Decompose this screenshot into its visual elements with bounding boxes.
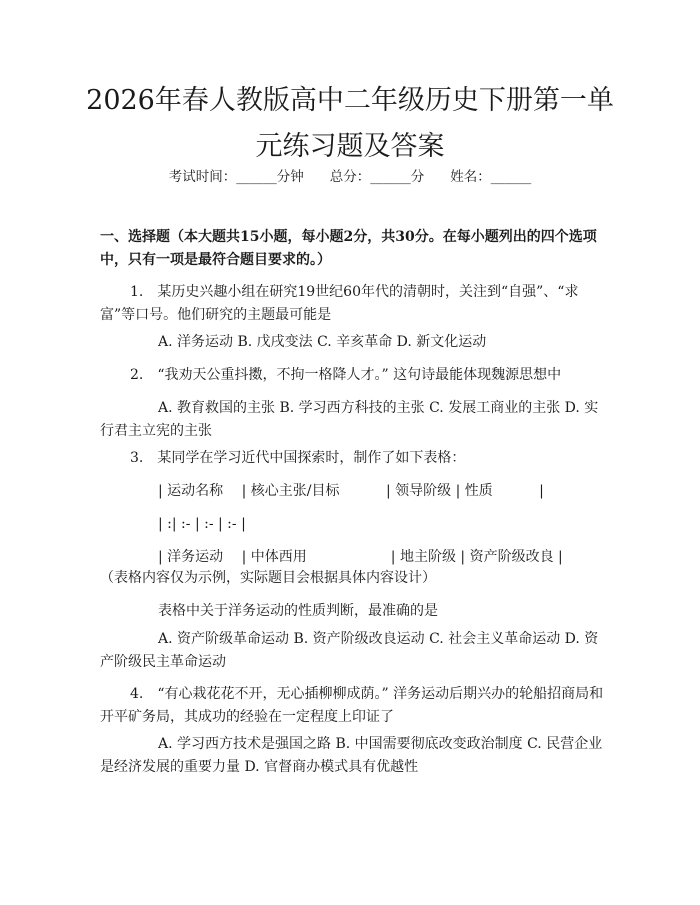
question-1-options: A. 洋务运动 B. 戊戌变法 C. 辛亥革命 D. 新文化运动 [158, 334, 487, 350]
exam-time-field: 考试时间：______分钟 [168, 169, 304, 185]
question-3-options: A. 资产阶级革命运动 B. 资产阶级改良运动 C. 社会主义革命运动 D. 资产阶级民主革命运动 [100, 631, 599, 670]
question-4-stem: 4. “有心栽花花不开，无心插柳柳成荫。” 洋务运动后期兴办的轮船招商局和开平矿务局，其成功的经验在一定程度上印证了 [100, 686, 604, 725]
total-score-field: 总分：______分 [329, 169, 425, 185]
question-2-stem: 2. “我劝天公重抖擞，不拘一格降人才。” 这句诗最能体现魏源思想中 [130, 367, 562, 383]
exam-meta [0, 166, 700, 188]
question-3-table-header: | 运动名称 | 核心主张/目标 | 领导阶级 | 性质 | [158, 483, 544, 499]
question-4-options: A. 学习西方技术是强国之路 B. 中国需要彻底改变政治制度 C. 民营企业是经济发展的重要力量 D. 官督商办模式具有优越性 [100, 736, 603, 775]
title-line-1: 2026年春人教版高中二年级历史下册第一单 [86, 85, 614, 116]
question-2-options: A. 教育救国的主张 B. 学习西方科技的主张 C. 发展工商业的主张 D. 实行君主立宪的主张 [100, 400, 599, 439]
question-3-table-row: | 洋务运动 | 中体西用 | 地主阶级 | 资产阶级改良 | [158, 549, 563, 565]
question-3-table-separator: | :| :- | :- | :- | [158, 516, 246, 532]
document-title [60, 78, 640, 170]
section-heading: 一、选择题（本大题共15小题，每小题2分，共30分。在每小题列出的四个选项中，只有一项是最符合题目要求的。） [100, 229, 597, 268]
student-name-field: 姓名：______ [450, 169, 532, 185]
question-3-stem: 3. 某同学在学习近代中国探索时，制作了如下表格： [130, 450, 466, 466]
question-3-sub-stem: 表格中关于洋务运动的性质判断，最准确的是 [158, 603, 438, 619]
title-line-2: 元练习题及答案 [255, 131, 445, 162]
question-1-stem: 1. 某历史兴趣小组在研究19世纪60年代的清朝时，关注到“自强”、“求富”等口号。他们研究的主题最可能是 [100, 284, 579, 323]
question-3-table-note: （表格内容仅为示例，实际题目会根据具体内容设计） [100, 570, 436, 586]
